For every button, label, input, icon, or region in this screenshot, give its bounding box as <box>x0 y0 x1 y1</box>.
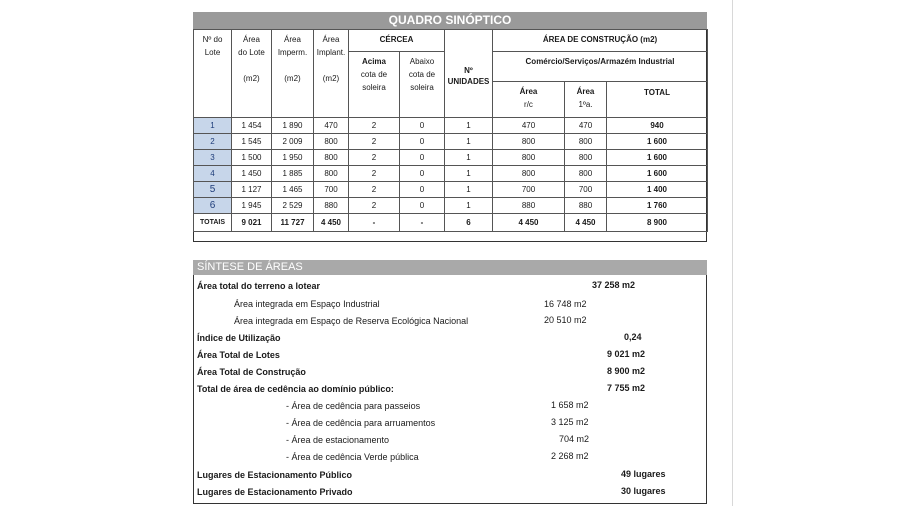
lote-cell: 1 <box>194 118 232 134</box>
rc-cell: 800 <box>493 134 565 150</box>
totais-row <box>194 214 708 232</box>
totais-implant: 4 450 <box>314 214 349 232</box>
total-cell: 940 <box>607 118 708 134</box>
sintese-box <box>193 275 707 504</box>
abaixo-cell: 0 <box>400 134 445 150</box>
header-total: TOTAL <box>607 82 708 118</box>
acima-cell: 2 <box>349 198 400 214</box>
primeiro-cell: 700 <box>565 182 607 198</box>
abaixo-cell: 0 <box>400 166 445 182</box>
primeiro-cell: 800 <box>565 150 607 166</box>
imperm-cell: 1 890 <box>272 118 314 134</box>
verde-label: - Área de cedência Verde pública <box>286 452 419 462</box>
table-row <box>194 134 708 150</box>
rc-cell: 470 <box>493 118 565 134</box>
abaixo-cell: 0 <box>400 182 445 198</box>
lote-cell: 3 <box>194 150 232 166</box>
primeiro-cell: 800 <box>565 134 607 150</box>
lugares-publico-label: Lugares de Estacionamento Público <box>197 470 353 480</box>
lugares-privado-value: 30 lugares <box>621 486 666 496</box>
totais-area-lote: 9 021 <box>232 214 272 232</box>
lote-cell: 2 <box>194 134 232 150</box>
header-unidades: Nº UNIDADES <box>445 30 493 118</box>
header-area-imperm: Área Imperm. (m2) <box>272 30 314 118</box>
indice-label: Índice de Utilização <box>197 333 281 343</box>
totais-imperm: 11 727 <box>272 214 314 232</box>
quadro-table <box>193 29 708 232</box>
unidades-cell: 1 <box>445 134 493 150</box>
abaixo-cell: 0 <box>400 150 445 166</box>
rc-cell: 800 <box>493 150 565 166</box>
header-abaixo: Abaixo cota de soleira <box>400 52 445 118</box>
imperm-cell: 1 885 <box>272 166 314 182</box>
area-total-terreno-value: 37 258 m2 <box>592 280 636 290</box>
unidades-cell: 1 <box>445 166 493 182</box>
area-construcao-label: Área Total de Construção <box>197 367 306 377</box>
quadro-title: QUADRO SINÓPTICO <box>193 12 707 29</box>
area-lote-cell: 1 454 <box>232 118 272 134</box>
lugares-publico-value: 49 lugares <box>621 469 666 479</box>
total-cell: 1 400 <box>607 182 708 198</box>
lote-cell: 5 <box>194 182 232 198</box>
implant-cell: 700 <box>314 182 349 198</box>
imperm-cell: 1 465 <box>272 182 314 198</box>
acima-cell: 2 <box>349 118 400 134</box>
unidades-cell: 1 <box>445 198 493 214</box>
espaco-industrial-label: Área integrada em Espaço Industrial <box>234 299 380 309</box>
rc-cell: 800 <box>493 166 565 182</box>
total-cell: 1 600 <box>607 166 708 182</box>
implant-cell: 800 <box>314 150 349 166</box>
lote-cell: 6 <box>194 198 232 214</box>
implant-cell: 800 <box>314 134 349 150</box>
abaixo-cell: 0 <box>400 118 445 134</box>
area-lote-cell: 1 127 <box>232 182 272 198</box>
header-acima: Acima cota de soleira <box>349 52 400 118</box>
header-area-lote: Área do Lote (m2) <box>232 30 272 118</box>
estacionamento-value: 704 m2 <box>559 434 590 444</box>
rc-cell: 880 <box>493 198 565 214</box>
acima-cell: 2 <box>349 166 400 182</box>
totais-label: TOTAIS <box>194 214 232 232</box>
area-total-terreno-label: Área total do terreno a lotear <box>197 281 321 291</box>
totais-acima: - <box>349 214 400 232</box>
lugares-privado-label: Lugares de Estacionamento Privado <box>197 487 353 497</box>
totais-abaixo: - <box>400 214 445 232</box>
abaixo-cell: 0 <box>400 198 445 214</box>
ren-value: 20 510 m2 <box>544 315 587 325</box>
area-lote-cell: 1 545 <box>232 134 272 150</box>
header-area-implant: Área Implant. (m2) <box>314 30 349 118</box>
totais-total: 8 900 <box>607 214 708 232</box>
header-area-rc: Área r/c <box>493 82 565 118</box>
imperm-cell: 2 009 <box>272 134 314 150</box>
table-row <box>194 182 708 198</box>
header-cercea: CÉRCEA <box>349 30 445 52</box>
totais-primeiro: 4 450 <box>565 214 607 232</box>
primeiro-cell: 800 <box>565 166 607 182</box>
espaco-industrial-value: 16 748 m2 <box>544 299 587 309</box>
verde-value: 2 268 m2 <box>551 451 589 461</box>
acima-cell: 2 <box>349 182 400 198</box>
area-lote-cell: 1 450 <box>232 166 272 182</box>
cedencia-total-label: Total de área de cedência ao domínio público: <box>197 384 394 394</box>
imperm-cell: 1 950 <box>272 150 314 166</box>
implant-cell: 470 <box>314 118 349 134</box>
primeiro-cell: 470 <box>565 118 607 134</box>
table-row <box>194 198 708 214</box>
arruamentos-label: - Área de cedência para arruamentos <box>286 418 436 428</box>
unidades-cell: 1 <box>445 118 493 134</box>
header-uso: Comércio/Serviços/Armazém Industrial <box>493 52 708 82</box>
implant-cell: 880 <box>314 198 349 214</box>
imperm-cell: 2 529 <box>272 198 314 214</box>
totais-unidades: 6 <box>445 214 493 232</box>
ren-label: Área integrada em Espaço de Reserva Ecológica Nacional <box>234 316 469 326</box>
acima-cell: 2 <box>349 134 400 150</box>
arruamentos-value: 3 125 m2 <box>551 417 589 427</box>
sintese-title: SÍNTESE DE ÁREAS <box>193 260 707 275</box>
quadro-sinoptico-sheet <box>193 12 707 504</box>
unidades-cell: 1 <box>445 182 493 198</box>
passeios-value: 1 658 m2 <box>551 400 589 410</box>
indice-value: 0,24 <box>624 332 642 342</box>
rc-cell: 700 <box>493 182 565 198</box>
area-lotes-value: 9 021 m2 <box>607 349 646 359</box>
area-lote-cell: 1 500 <box>232 150 272 166</box>
table-row <box>194 166 708 182</box>
lote-cell: 4 <box>194 166 232 182</box>
area-construcao-value: 8 900 m2 <box>607 366 646 376</box>
total-cell: 1 600 <box>607 134 708 150</box>
totais-rc: 4 450 <box>493 214 565 232</box>
cedencia-total-value: 7 755 m2 <box>607 383 646 393</box>
total-cell: 1 600 <box>607 150 708 166</box>
table-row <box>194 118 708 134</box>
scan-edge-line <box>732 0 733 506</box>
header-lote: Nº do Lote <box>194 30 232 118</box>
unidades-cell: 1 <box>445 150 493 166</box>
header-area-1a: Área 1ºa. <box>565 82 607 118</box>
implant-cell: 800 <box>314 166 349 182</box>
acima-cell: 2 <box>349 150 400 166</box>
table-row <box>194 150 708 166</box>
estacionamento-label: - Área de estacionamento <box>286 435 390 445</box>
area-lote-cell: 1 945 <box>232 198 272 214</box>
total-cell: 1 760 <box>607 198 708 214</box>
area-lotes-label: Área Total de Lotes <box>197 350 280 360</box>
header-area-construcao: ÁREA DE CONSTRUÇÃO (m2) <box>493 30 708 52</box>
primeiro-cell: 880 <box>565 198 607 214</box>
passeios-label: - Área de cedência para passeios <box>286 401 421 411</box>
